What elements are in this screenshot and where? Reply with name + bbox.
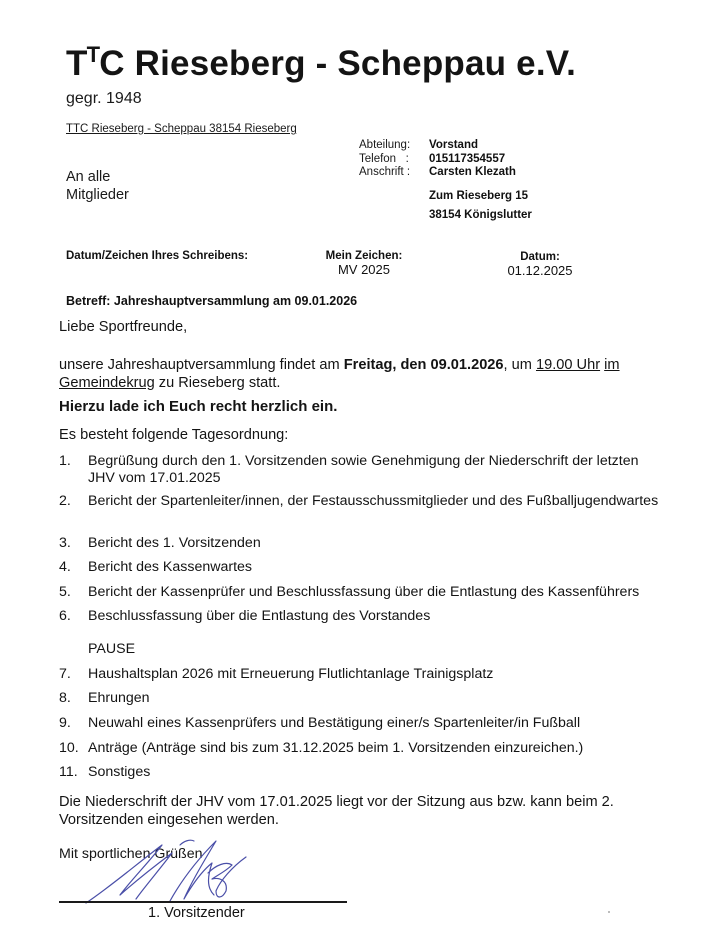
contact-label: Abteilung: [359, 139, 411, 151]
my-reference-label: Mein Zeichen: [325, 250, 403, 262]
agenda-item [59, 584, 679, 601]
agenda-text: Anträge (Anträge sind bis zum 31.12.2025 beim 1. Vorsitzenden einzureichen.) [88, 740, 584, 756]
announcement-text: zu Rieseberg statt. [154, 375, 281, 391]
agenda-text: Beschlussfassung über die Entlastung des Vorstandes [88, 608, 431, 624]
agenda-text: Sonstiges [88, 764, 151, 780]
contact-value: Vorstand [429, 139, 478, 151]
agenda-number: 11. [59, 764, 78, 780]
agenda-text: Haushaltsplan 2026 mit Erneuerung Flutlichtanlage Trainigsplatz [88, 666, 494, 682]
signature-stroke [208, 857, 246, 897]
agenda-item [59, 666, 663, 683]
date-value: 01.12.2025 [507, 263, 573, 278]
agenda-number: 6. [59, 608, 71, 624]
meeting-date: Freitag, den 09.01.2026 [343, 357, 504, 373]
agenda-number: 2. [59, 493, 71, 509]
your-reference-label: Datum/Zeichen Ihres Schreibens: [66, 250, 249, 262]
logo-club-name: C Rieseberg - Scheppau e.V. [99, 44, 577, 83]
contact-street: Zum Rieseberg 15 [429, 190, 529, 202]
signature-stroke [180, 840, 194, 845]
agenda-text: Bericht der Spartenleiter/innen, der Festausschussmitglieder und des Fußballjugendwartes [88, 493, 659, 509]
agenda-number: 9. [59, 715, 71, 731]
invitation-sentence: Hierzu lade ich Euch recht herzlich ein. [59, 398, 338, 415]
contact-block [359, 139, 516, 180]
club-logo-title [66, 44, 576, 81]
recipient-line-2: Mitglieder [66, 187, 129, 203]
contact-value: 015117354557 [429, 152, 506, 165]
signature-stroke [170, 841, 216, 901]
agenda-text: Neuwahl eines Kassenprüfers und Bestätigung einer/s Spartenleiter/in Fußball [88, 715, 581, 731]
announcement-text: unsere Jahreshauptversammlung findet am [59, 357, 344, 373]
greeting: Liebe Sportfreunde, [59, 319, 188, 335]
handwritten-signature [80, 835, 250, 907]
agenda-item [59, 690, 663, 707]
agenda-text: Begrüßung durch den 1. Vorsitzenden sowie Genehmigung der Niederschrift der letzten JHV vom 17.01.2025 [88, 453, 639, 486]
agenda-number: 10. [59, 740, 79, 756]
logo-letter-t1: T [66, 44, 88, 83]
agenda-text: Bericht der Kassenprüfer und Beschlussfassung über die Entlastung des Kassenführers [88, 584, 640, 600]
sender-address-line: TTC Rieseberg - Scheppau 38154 Rieseberg [66, 123, 297, 135]
contact-label: Anschrift : [359, 166, 411, 178]
agenda-item [59, 715, 663, 732]
contact-row-phone [359, 153, 516, 167]
recipient-block [66, 168, 129, 204]
founded-year: gegr. 1948 [66, 90, 142, 107]
agenda-number: 7. [59, 666, 71, 682]
agenda-item [59, 608, 663, 625]
contact-row-department [359, 139, 516, 153]
date-label: Datum: [520, 251, 560, 263]
recipient-line-1: An alle [66, 169, 111, 185]
agenda-text: Ehrungen [88, 690, 150, 706]
contact-label: Telefon : [359, 152, 409, 165]
agenda-intro: Es besteht folgende Tagesordnung: [59, 427, 289, 443]
agenda-number: 1. [59, 453, 71, 469]
agenda-pause: PAUSE [88, 641, 136, 657]
signature-line [59, 901, 347, 903]
my-reference-value: MV 2025 [337, 262, 391, 277]
agenda-text: Bericht des Kassenwartes [88, 559, 253, 575]
meeting-announcement [59, 356, 671, 392]
scan-speck [608, 911, 610, 913]
signature-stroke [86, 845, 172, 903]
agenda-item [59, 535, 663, 552]
meeting-place: im Gemeindekrug [59, 357, 620, 391]
contact-value: Carsten Klezath [429, 166, 516, 178]
meeting-time: 19.00 Uhr [535, 357, 601, 373]
agenda-number: 5. [59, 584, 71, 600]
closing-regards: Mit sportlichen Grüßen [59, 846, 203, 862]
agenda-item [59, 740, 663, 757]
my-reference [304, 250, 424, 277]
agenda-item [59, 493, 663, 510]
agenda-item [59, 764, 663, 781]
agenda-text: Bericht des 1. Vorsitzenden [88, 535, 261, 551]
agenda-item [59, 559, 663, 576]
logo-letter-t2-raised: T [86, 42, 101, 67]
contact-city: 38154 Königslutter [429, 209, 532, 221]
agenda-number: 3. [59, 535, 71, 551]
announcement-text: , um [503, 357, 536, 373]
agenda-number: 8. [59, 690, 71, 706]
letter-date [490, 251, 590, 278]
minutes-notice: Die Niederschrift der JHV vom 17.01.2025 liegt vor der Sitzung aus bzw. kann beim 2. Vorsitzenden eingesehen werden. [59, 794, 614, 828]
contact-row-address [359, 166, 516, 180]
signer-title: 1. Vorsitzender [148, 905, 245, 921]
subject-line: Betreff: Jahreshauptversammlung am 09.01.2026 [66, 294, 358, 308]
agenda-item [59, 453, 663, 487]
agenda-number: 4. [59, 559, 71, 575]
